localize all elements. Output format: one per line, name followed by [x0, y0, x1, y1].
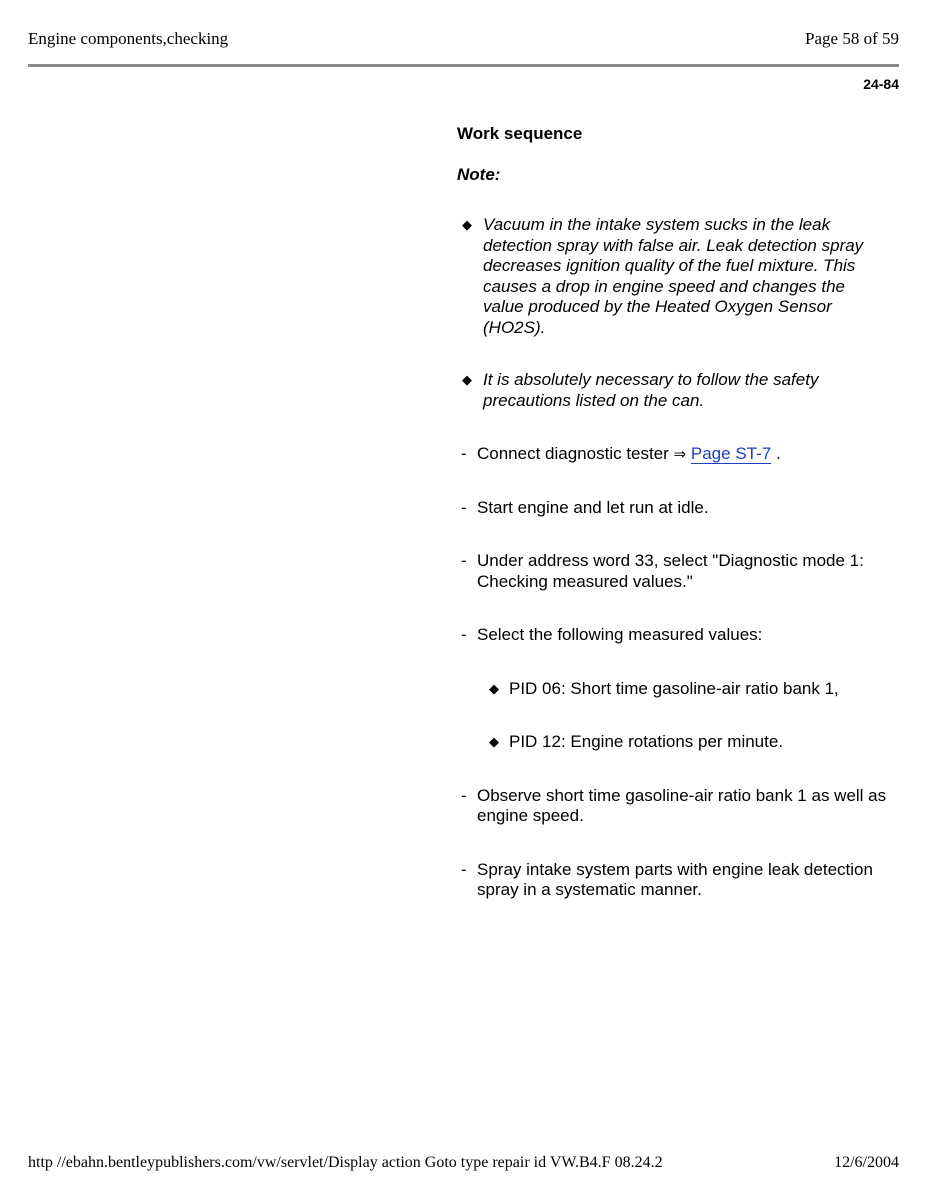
page-number: Page 58 of 59	[805, 29, 899, 48]
section-code: 24-84	[863, 76, 899, 92]
diamond-bullet-icon: ◆	[489, 734, 499, 749]
diamond-bullet-icon: ◆	[462, 372, 472, 387]
dash-bullet: -	[461, 444, 467, 463]
sub-item-text: PID 12: Engine rotations per minute.	[509, 732, 784, 751]
source-url: http //ebahn.bentleypublishers.com/vw/servlet/Display action Goto type repair id VW.B4.F 08.24.2	[28, 1154, 663, 1171]
arrow-icon: ⇒	[673, 445, 687, 463]
note-text: Vacuum in the intake system sucks in the leak detection spray with false air. Leak detection spray decreases ignition quality of the fuel mixture. This causes a drop in engine speed and changes the value produced by the Heated Oxygen Sensor (HO2S).	[483, 215, 864, 337]
step-text: Observe short time gasoline-air ratio bank 1 as well as engine speed.	[477, 785, 887, 825]
step-text: Under address word 33, select "Diagnostic mode 1: Checking measured values."	[477, 551, 864, 591]
section-heading: Work sequence	[457, 124, 583, 143]
step-text: Spray intake system parts with engine leak detection spray in a systematic manner.	[477, 859, 873, 899]
print-date: 12/6/2004	[834, 1154, 899, 1171]
diamond-bullet-icon: ◆	[462, 217, 472, 232]
step-item	[457, 625, 887, 646]
note-label: Note:	[457, 164, 501, 184]
page-st7-link[interactable]: Page ST-7	[690, 444, 772, 463]
header-divider	[28, 64, 899, 67]
note-item	[457, 215, 887, 338]
page-footer	[28, 1154, 899, 1172]
step-suffix: .	[775, 444, 781, 463]
sub-item	[457, 679, 849, 700]
step-text: Connect diagnostic tester	[477, 444, 669, 463]
sub-item	[457, 732, 849, 753]
dash-bullet: -	[461, 551, 467, 570]
note-text: It is absolutely necessary to follow the safety precautions listed on the can.	[483, 370, 819, 410]
main-content	[457, 124, 887, 901]
step-item	[457, 498, 887, 519]
step-item	[457, 551, 887, 592]
sub-item-text: PID 06: Short time gasoline-air ratio bank 1,	[509, 678, 839, 698]
step-item	[457, 444, 887, 465]
dash-bullet: -	[461, 625, 467, 644]
step-text: Select the following measured values:	[477, 625, 763, 644]
note-item	[457, 370, 887, 411]
step-item	[457, 860, 887, 901]
dash-bullet: -	[461, 497, 467, 517]
dash-bullet: -	[461, 785, 467, 805]
document-title: Engine components,checking	[28, 29, 229, 48]
step-item	[457, 786, 887, 827]
diamond-bullet-icon: ◆	[489, 680, 499, 696]
dash-bullet: -	[461, 859, 467, 879]
step-text: Start engine and let run at idle.	[477, 497, 709, 517]
